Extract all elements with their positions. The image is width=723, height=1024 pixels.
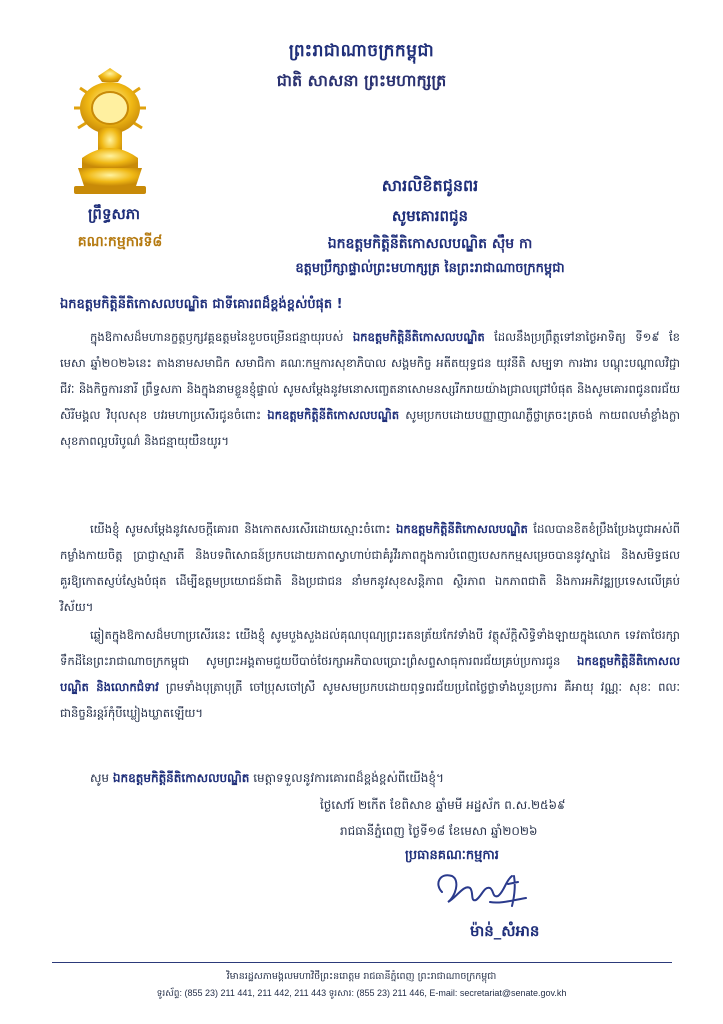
closing-text: សូម <box>90 771 113 785</box>
kingdom-heading: ព្រះរាជាណាចក្រកម្ពុជា <box>288 41 435 61</box>
signer-name: ម៉ាន់_សំអាន <box>470 922 540 940</box>
date-lunar: ថ្ងៃសៅរ៍ ២កើត ខែពិសាខ ឆ្នាំមមី អដ្ឋស័ក ព.ស.២៥៦៩ <box>320 798 566 812</box>
recipient-role: ឧត្តមប្រឹក្សាផ្ទាល់ព្រះមហាក្សត្រ នៃព្រះរាជាណាចក្រកម្ពុជា <box>295 261 565 276</box>
national-motto: ជាតិ សាសនា ព្រះមហាក្សត្រ <box>276 71 447 90</box>
paragraph-text: ដែលបានខិតខំប្រឹងប្រែងបូជាអស់ពីកម្លាំងកាយចិត្ត ប្រាជ្ញាស្មារតី និងបទពិសោធន៍ប្រកបដោយភាពស្វាហាប់ជាគំរូវីរភាពក្នុងការបំពេញបេសកកម្មសម្រេចបាននូវស្នាដៃ និងសមិទ្ធផលគួរឱ្យកោតស្ញប់ស្ញែងបំផុត ដើម្បីឧត្តមប្រយោជន៍ជាតិ និងប្រជាជន នាំមកនូវសុខសន្តិភាព ស្ថិរភាព ឯកភាពជាតិ និងការអភិវឌ្ឍប្រទេសលើគ្រប់វិស័យ។ <box>60 522 681 614</box>
letter-addressee-line: សូមគោរពជូន <box>391 207 469 225</box>
letter-title: សារលិខិតជូនពរ <box>381 176 479 195</box>
signature-icon <box>430 862 540 922</box>
footer-divider <box>52 962 672 963</box>
senate-emblem-icon <box>68 68 152 198</box>
footer-address: វិមានរដ្ឋសភាមង្គលមហាវិថីព្រះនរោត្តម រាជធានីភ្នំពេញ ព្រះរាជាណាចក្រកម្ពុជា <box>226 971 497 982</box>
paragraph-2 <box>60 516 680 620</box>
recipient-title: ឯកឧត្តមកិត្តិនីតិកោសលបណ្ឌិត <box>327 236 487 252</box>
committee-name: គណៈកម្មការទី៨ <box>77 234 163 250</box>
footer-contact: ទូរស័ព្ទ: (855 23) 211 441, 211 442, 211 443 ទូរសារ: (855 23) 211 446, E-mail: secretariat@senate.gov.kh <box>156 988 567 998</box>
senate-name: ព្រឹទ្ធសភា <box>87 205 141 223</box>
salutation: ឯកឧត្តមកិត្តិនីតិកោសលបណ្ឌិត ជាទីគោរពដ៏ខ្ពង់ខ្ពស់បំផុត ! <box>60 297 343 312</box>
paragraph-emphasis: ឯកឧត្តមកិត្តិនីតិកោសលបណ្ឌិត និងលោកជំទាវ <box>60 654 680 694</box>
closing-text: មេត្តាទទួលនូវការគោរពដ៏ខ្ពង់ខ្ពស់ពីយើងខ្ញុំ។ <box>249 771 444 785</box>
paragraph-emphasis: ឯកឧត្តមកិត្តិនីតិកោសលបណ្ឌិត <box>352 330 485 344</box>
signatory-title: ប្រធានគណៈកម្មការ <box>405 848 499 863</box>
paragraph-1 <box>60 324 680 454</box>
closing-emphasis: ឯកឧត្តមកិត្តិនីតិកោសលបណ្ឌិត <box>112 771 250 785</box>
paragraph-text: ដែលនឹងប្រព្រឹត្តទៅនាថ្ងៃអាទិត្យ ទី១៩ ខែមេសា ឆ្នាំ២០២៦នេះ តាងនាមសមាជិក សមាជិកា គណៈកម្មការសុខាភិបាល សង្គមកិច្ច អតីតយុទ្ធជន យុវនីតិ សម្បទា ការងារ បណ្តុះបណ្តាលវិជ្ជាជីវៈ និងកិច្ចការនារី ព្រឹទ្ធសភា និងក្នុងនាមខ្លួនខ្ញុំផ្ទាល់ សូមសម្តែងនូវមនោសញ្ចេតនាសោមនស្សរីករាយយ៉ាងជ្រាលជ្រៅបំផុត និងសូមគោរពជូនពរជ័យសិរីមង្គល វិបុលសុខ បវរមហាប្រសើរជូនចំពោះ <box>60 330 680 422</box>
paragraph-text: ព្រមទាំងបុត្រាបុត្រី ចៅប្រុសចៅស្រី សូមសមប្រកបដោយពុទ្ធពរជ័យប្រពៃថ្លៃថ្លាទាំងបួនប្រការ គឺអាយុ វណ្ណៈ សុខៈ ពលៈ ជានិច្ចនិរន្តរ៍កុំបីឃ្លៀងឃ្លាតឡើយ។ <box>60 680 681 720</box>
paragraph-emphasis: ឯកឧត្តមកិត្តិនីតិកោសលបណ្ឌិត <box>267 408 400 422</box>
paragraph-text: ក្នុងឱកាសដ៏មហានក្ខត្តឫក្សវគ្គឧត្តមនៃខួបចម្រើនជន្មាយុរបស់ <box>90 330 353 344</box>
paragraph-text: យើងខ្ញុំ សូមសម្តែងនូវសេចក្តីគោរព និងកោតសរសើរដោយស្មោះចំពោះ <box>90 522 396 536</box>
paragraph-3 <box>60 622 680 726</box>
paragraph-text: សូមប្រកបដោយបញ្ញាញាណភ្លឺថ្លាត្រចះត្រចង់ កាយពលមាំខ្លាំងក្លា សុខភាពល្អបរិបូណ៌ និងជន្មាយុយឺនយូរ។ <box>60 408 680 448</box>
recipient-name: ស៊ឹម កា <box>491 236 533 252</box>
closing-line <box>60 770 680 788</box>
date-solar: រាជធានីភ្នំពេញ ថ្ងៃទី១៨ ខែមេសា ឆ្នាំ២០២៦ <box>340 824 538 838</box>
paragraph-emphasis: ឯកឧត្តមកិត្តិនីតិកោសលបណ្ឌិត <box>395 522 528 536</box>
paragraph-text: ឆ្លៀតក្នុងឱកាសដ៏មហាប្រសើរនេះ យើងខ្ញុំ សូមបួងសួងដល់គុណបុណ្យព្រះរតនត្រ័យកែវទាំងបី វត្ថុស័ក្តិសិទ្ធិទាំងឡាយក្នុងលោក ទេវតាថែរក្សាទឹកដីនៃព្រះរាជាណាចក្រកម្ពុជា សូមព្រះអង្គតាមជួយបីបាច់ថែរក្សាអភិបាលប្រោះព្រំសព្ទសាធុការពរជ័យគ្រប់ប្រការជូន <box>60 628 680 668</box>
recipient-line <box>150 234 710 255</box>
